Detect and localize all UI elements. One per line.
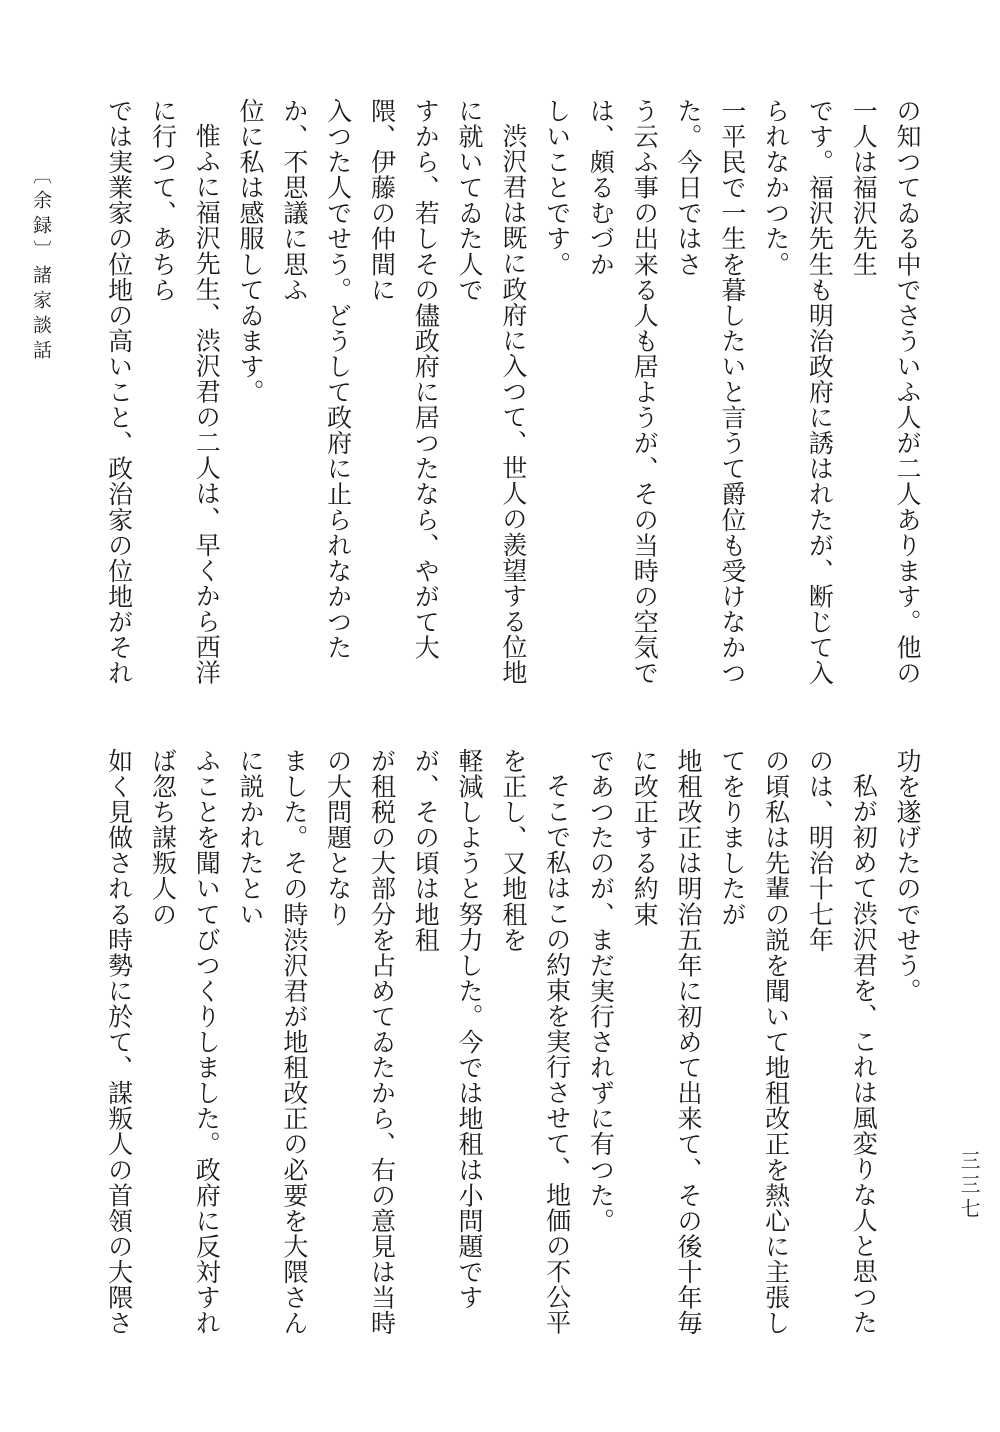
text-column: そこで私はこの約束を実行させて、地価の不公平を正し、又地租を [498, 748, 572, 1336]
upper-text-block [103, 98, 929, 688]
lower-text-block [103, 748, 929, 1338]
running-header: 〔余録〕諸家談話 [30, 165, 52, 365]
text-column: ふことを聞いてびつくりしました。政府に反対すれば忽ち謀叛人の [148, 748, 222, 1336]
text-column: 渋沢君は既に政府に入つて、世人の羨望する位地に就いてゐた人で [455, 98, 528, 686]
text-column: です。福沢先生も明治政府に誘はれたが、断じて入られなかつた。 [761, 98, 835, 686]
text-column: の頃私は先輩の説を聞いて地租改正を熱心に主張してをりましたが [717, 748, 791, 1336]
text-column: 位に私は感服してゐます。 [236, 98, 266, 405]
text-column: しいことです。 [542, 98, 572, 277]
page-number: 三三七 [957, 1150, 981, 1222]
text-column: ました。その時渋沢君が地租改正の必要を大隈さんに説かれたとい [236, 748, 309, 1336]
text-column: 功を遂げたのでせう。 [893, 748, 922, 1004]
text-column: 如く見做される時勢に於て、謀叛人の首領の大隈さ [104, 748, 134, 1336]
text-column: 惟ふに福沢先生、渋沢君の二人は、早くから西洋に行つて、あちら [148, 98, 222, 686]
text-column: 私が初めて渋沢君を、これは風変りな人と思つたのは、明治十七年 [805, 748, 879, 1336]
text-column: の知つてゐる中でさういふ人が二人あります。他の一人は福沢先生 [849, 98, 922, 686]
text-column: 軽減しようと努力した。今では地租は小問題ですが、その頃は地租 [411, 748, 485, 1311]
text-column: う云ふ事の出来る人も居ようが、その当時の空気では、頗るむづか [586, 98, 660, 686]
text-column: では実業家の位地の高いこと、政治家の位地がそれ [104, 98, 134, 686]
text-column: 一平民で一生を暮したいと言うて爵位も受けなかつた。今日ではさ [674, 98, 747, 686]
text-column: 入つた人でせう。どうして政府に止られなかつたか、不思議に思ふ [279, 98, 353, 661]
text-column: 地租改正は明治五年に初めて出来て、その後十年毎に改正する約束 [630, 748, 704, 1336]
text-column: であつたのが、まだ実行されずに有つた。 [586, 748, 616, 1234]
text-column: が租税の大部分を占めてゐたから、右の意見は当時の大問題となり [323, 748, 397, 1336]
text-column: すから、若しその儘政府に居つたなら、やがて大隈、伊藤の仲間に [367, 98, 441, 661]
